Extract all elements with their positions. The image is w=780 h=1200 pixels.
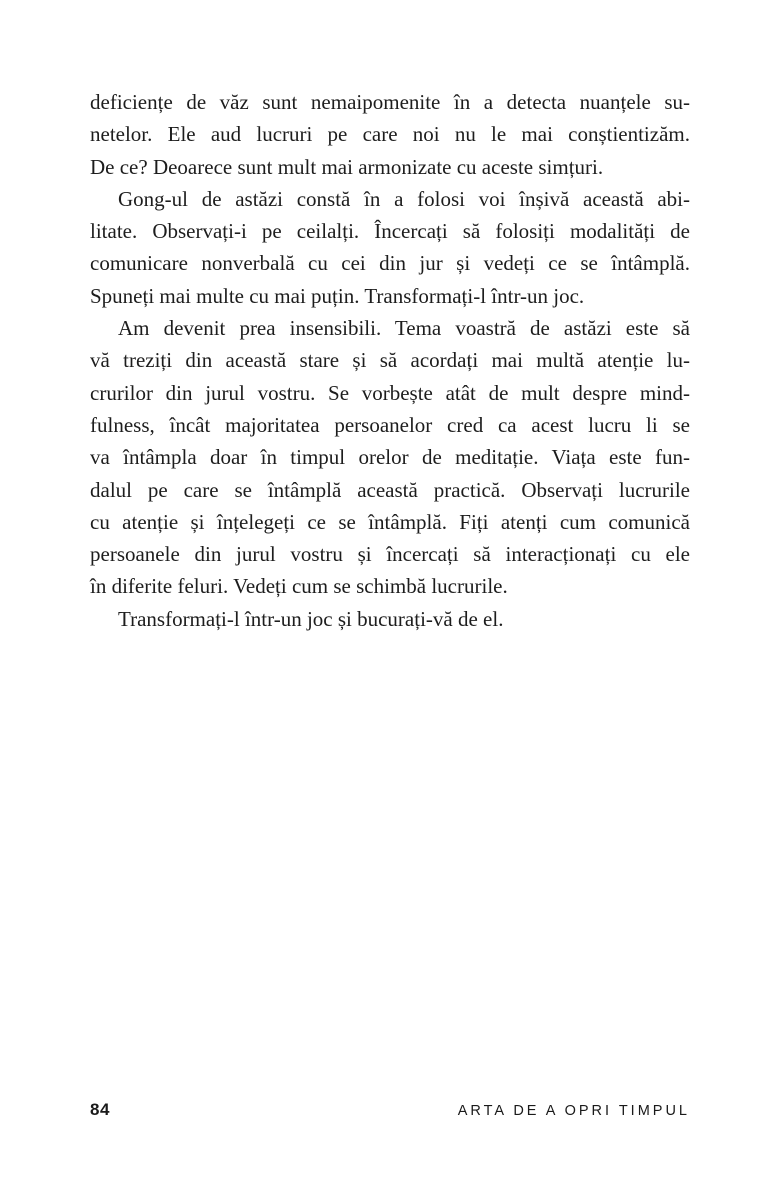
text-line: va întâmpla doar în timpul orelor de meditație. Viața este fun- [90, 445, 690, 470]
text-line: netelor. Ele aud lucruri pe care noi nu le mai conștientizăm. [90, 122, 690, 147]
paragraph [90, 86, 690, 183]
text-line: litate. Observați-i pe ceilalți. Încercați să folosiți modalități de [90, 219, 690, 244]
page-number: 84 [90, 1100, 110, 1119]
paragraph [90, 603, 690, 635]
text-line: vă treziți din această stare și să acordați mai multă atenție lu- [90, 348, 690, 373]
text-line: Transformați-l într-un joc și bucurați-vă de el. [118, 606, 504, 631]
text-line: cu atenție și înțelegeți ce se întâmplă. Fiți atenți cum comunică [90, 509, 690, 534]
running-title: ARTA DE A OPRI TIMPUL [457, 1103, 690, 1119]
text-line: Spuneți mai multe cu mai puțin. Transformați-l într-un joc. [90, 283, 585, 308]
text-line: în diferite feluri. Vedeți cum se schimbă lucrurile. [90, 574, 508, 599]
text-line: dalul pe care se întâmplă această practică. Observați lucrurile [90, 477, 690, 502]
text-line: crurilor din jurul vostru. Se vorbește atât de mult despre mind- [90, 380, 690, 405]
text-line: persoanele din jurul vostru și încercați să interacționați cu ele [90, 542, 690, 567]
text-line: Gong-ul de astăzi constă în a folosi voi înșivă această abi- [118, 186, 690, 211]
text-line: comunicare nonverbală cu cei din jur și vedeți ce se întâmplă. [90, 251, 690, 276]
text-line: Am devenit prea insensibili. Tema voastră de astăzi este să [118, 316, 690, 341]
text-line: fulness, încât majoritatea persoanelor cred ca acest lucru li se [90, 412, 690, 437]
paragraph [90, 183, 690, 312]
page-footer [90, 1100, 690, 1120]
text-line: De ce? Deoarece sunt mult mai armonizate cu aceste simțuri. [90, 154, 604, 179]
text-line: deficiențe de văz sunt nemaipomenite în a detecta nuanțele su- [90, 90, 690, 114]
paragraph [90, 312, 690, 603]
body-text [90, 86, 690, 635]
